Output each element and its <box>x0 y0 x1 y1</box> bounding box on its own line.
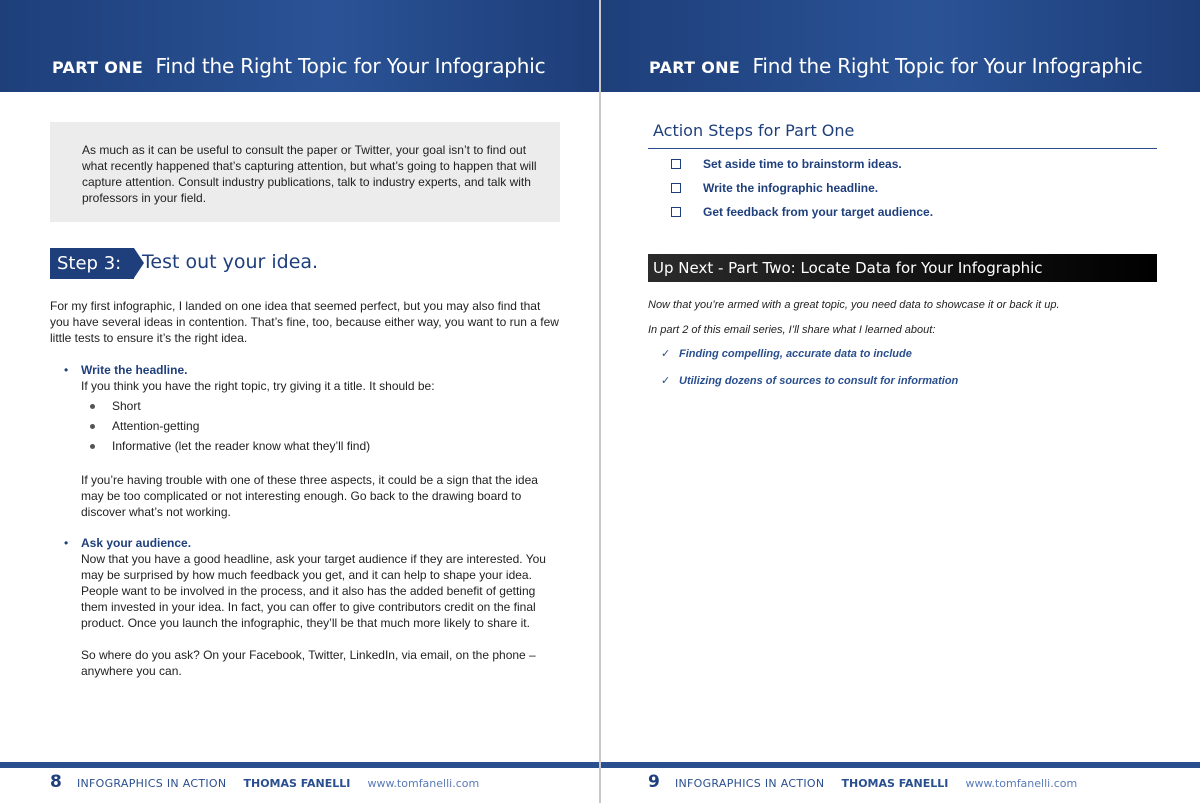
dot-icon <box>90 444 95 449</box>
page-header <box>601 0 1200 92</box>
footer-bar <box>601 762 1200 768</box>
author-name: THOMAS FANELLI <box>841 777 949 790</box>
up-next-paragraph: Now that you’re armed with a great topic, you need data to showcase it or back it up. <box>648 299 1060 311</box>
section-write-headline <box>64 362 554 520</box>
list-item: Short <box>81 397 554 417</box>
intro-paragraph: For my first infographic, I landed on one idea that seemed perfect, but you may also find that you have several ideas in contention. That’s fine, too, because either way, you want to run a few little tests to ensure it’s the right idea. <box>50 299 559 345</box>
step-title: Test out your idea. <box>142 251 319 273</box>
action-item[interactable]: Get feedback from your target audience. <box>671 204 933 228</box>
check-item: ✓ Utilizing dozens of sources to consult for information <box>661 375 959 387</box>
page-header <box>0 0 599 92</box>
action-divider <box>648 148 1157 149</box>
up-next-paragraph: In part 2 of this email series, I’ll share what I learned about: <box>648 324 936 336</box>
action-list <box>671 156 933 228</box>
sub-list <box>81 397 554 457</box>
header-title: Find the Right Topic for Your Infographic <box>752 54 1143 78</box>
page-number: 8 <box>50 772 62 792</box>
page-footer <box>50 772 479 792</box>
page-number: 9 <box>648 772 660 792</box>
book-title: INFOGRAPHICS IN ACTION <box>674 777 825 790</box>
book-title: INFOGRAPHICS IN ACTION <box>76 777 227 790</box>
part-label: PART ONE <box>52 58 144 77</box>
section-heading: Write the headline. <box>81 363 188 377</box>
up-next-banner: Up Next - Part Two: Locate Data for Your Infographic <box>648 254 1157 282</box>
bullet-icon: • <box>64 363 69 377</box>
action-steps-title: Action Steps for Part One <box>653 121 855 140</box>
checkbox-icon[interactable] <box>671 207 681 217</box>
section-body: If you think you have the right topic, try giving it a title. It should be: <box>81 379 435 393</box>
section-ask-audience <box>64 535 554 679</box>
list-item: Attention-getting <box>81 417 554 437</box>
checkbox-icon[interactable] <box>671 183 681 193</box>
website-link[interactable]: www.tomfanelli.com <box>965 777 1078 790</box>
check-list <box>661 346 958 400</box>
section-paragraph: If you’re having trouble with one of these three aspects, it could be a sign that the idea may be too complicated or not interesting enough. Go back to the drawing board to discover what’s not working. <box>81 473 538 519</box>
dot-icon <box>90 404 95 409</box>
author-name: THOMAS FANELLI <box>243 777 351 790</box>
page-footer <box>648 772 1077 792</box>
action-item[interactable]: Set aside time to brainstorm ideas. <box>671 156 933 180</box>
section-heading: Ask your audience. <box>81 536 192 550</box>
section-paragraph: So where do you ask? On your Facebook, Twitter, LinkedIn, via email, on the phone – anywhere you can. <box>81 648 536 678</box>
check-item: ✓ Finding compelling, accurate data to include <box>661 348 912 360</box>
website-link[interactable]: www.tomfanelli.com <box>367 777 480 790</box>
section-body: Now that you have a good headline, ask your target audience if they are interested. You may be surprised by how much feedback you get, and it can help to shape your idea. People want to be involved in the process, and it also has the added benefit of getting them invested in your idea. In fact, you can offer to give contributors credit on the final product. Once you launch the infographic, they’ll be that much more likely to share it. <box>81 552 546 630</box>
footer-bar <box>0 762 599 768</box>
dot-icon <box>90 424 95 429</box>
checkbox-icon[interactable] <box>671 159 681 169</box>
step-badge: Step 3: <box>50 248 134 279</box>
list-item: Informative (let the reader know what they’ll find) <box>81 437 554 457</box>
bullet-icon: • <box>64 536 69 550</box>
left-page <box>0 0 599 803</box>
right-page <box>601 0 1200 803</box>
check-icon: ✓ <box>661 375 671 387</box>
action-item[interactable]: Write the infographic headline. <box>671 180 933 204</box>
header-title: Find the Right Topic for Your Infographic <box>155 54 546 78</box>
part-label: PART ONE <box>649 58 741 77</box>
check-icon: ✓ <box>661 348 671 360</box>
callout-box: As much as it can be useful to consult the paper or Twitter, your goal isn’t to find out what recently happened that’s capturing attention, but what’s going to happen that will capture attention. Consult industry publications, talk to industry experts, and talk with professors in your field. <box>50 122 560 222</box>
